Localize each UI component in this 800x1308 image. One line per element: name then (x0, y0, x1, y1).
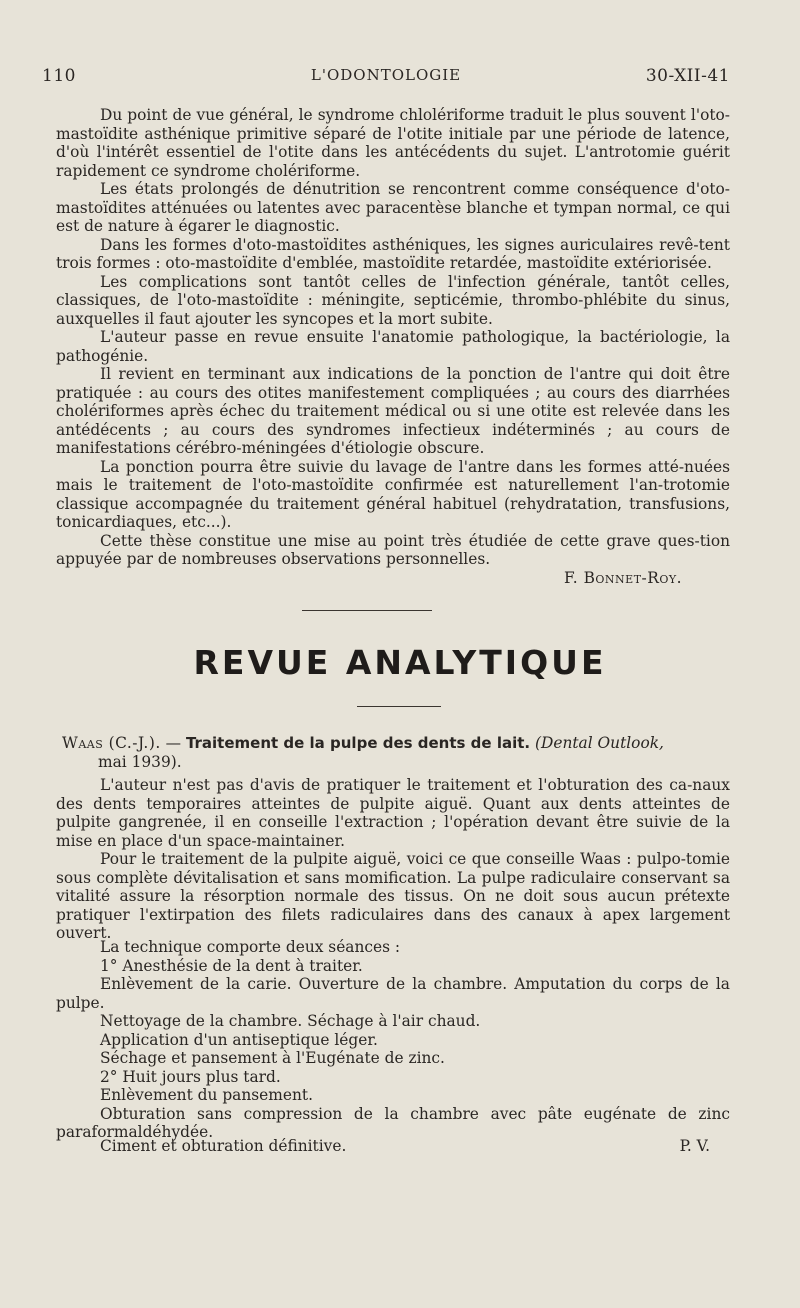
divider-rule (302, 610, 432, 611)
step-line: Séchage et pansement à l'Eugénate de zinc. (100, 1049, 445, 1067)
final-step-text: Ciment et obturation définitive. (100, 1137, 347, 1155)
step-line: Enlèvement de la carie. Ouverture de la chambre. Amputation du corps de la pulpe. (56, 975, 730, 1012)
review-text (56, 106, 730, 587)
journal-title: L'ODONTOLOGIE (310, 66, 462, 84)
step-line: Obturation sans compression de la chambre avec pâte eugénate de zinc paraformaldéhydée. (56, 1104, 730, 1141)
step-line: Nettoyage de la chambre. Séchage à l'air chaud. (100, 1012, 481, 1030)
review-paragraph: Les complications sont tantôt celles de l'infection générale, tantôt celles, classiques, de l'oto-mastoïdite : méningite, septicémie, thrombo-phlébite du sinus, auxquelles il faut ajouter les syncopes et la mort subite. (56, 272, 730, 328)
review-paragraph: La ponction pourra être suivie du lavage de l'antre dans les formes atté-nuées mais le traitement de l'oto-mastoïdite confirmée est naturellement l'an-trotomie classique accompagnée du traitement général habituel (rehydratation, transfusions, tonicardiaques, etc...). (56, 457, 730, 531)
step-line: 2° Huit jours plus tard. (100, 1067, 281, 1086)
step-line: La technique comporte deux séances : (100, 938, 401, 956)
review-paragraph: Les états prolongés de dénutrition se rencontrent comme conséquence d'oto-mastoïdites atténuées ou latentes avec paracentèse blanche et tympan normal, ce qui est de nature à égarer le diagnostic. (56, 180, 730, 235)
running-head (42, 66, 730, 86)
entry-heading (62, 734, 730, 772)
review-paragraph: Dans les formes d'oto-mastoïdites asthéniques, les signes auriculaires revê-tent trois formes : oto-mastoïdite d'emblée, mastoïdite retardée, mastoïdite extériorisée. (56, 235, 730, 272)
section-title: REVUE ANALYTIQUE (193, 643, 607, 682)
entry-dash: — (165, 734, 182, 752)
review-paragraph: Il revient en terminant aux indications de la ponction de l'antre qui doit être pratiquée : au cours des otites manifestement compliquées ; au cours des diarrhées cholériformes après échec du traitement médical ou si une otite est relevée dans les antédécents ; au cours des syndromes infectieux indéterminés ; au cours de manifestations cérébro-méningées d'étiologie obscure. (56, 365, 730, 457)
review-signature: F. Bonnet-Roy. (564, 568, 682, 587)
issue-date: 30-XII-41 (645, 66, 730, 86)
entry-source-date: mai 1939). (98, 753, 182, 771)
entry-author: Waas (C.-J.). (62, 734, 161, 752)
review-paragraph: L'auteur passe en revue ensuite l'anatomie pathologique, la bactériologie, la pathogénie. (56, 328, 730, 365)
step-line: Application d'un antiseptique léger. (100, 1030, 378, 1049)
entry-text (56, 776, 730, 943)
step-line: 1° Anesthésie de la dent à traiter. (100, 956, 363, 975)
step-line: Enlèvement du pansement. (100, 1086, 313, 1104)
entry-paragraph: L'auteur n'est pas d'avis de pratiquer le traitement et l'obturation des ca-naux des dents temporaires atteintes de pulpite aiguë. Quant aux dents atteintes de pulpite gangrenée, il en conseille l'extraction ; l'opération devant être suivie de la mise en place d'un space-maintainer. (56, 776, 730, 850)
entry-source: (Dental Outlook, (535, 734, 664, 752)
review-paragraph: Cette thèse constitue une mise au point très étudiée de cette grave ques-tion appuyée par de nombreuses observations personnelles. (56, 531, 730, 568)
entry-signature: P. V. (679, 1137, 710, 1155)
entry-paragraph: Pour le traitement de la pulpite aiguë, voici ce que conseille Waas : pulpo-tomie sous complète dévitalisation et sans momification. La pulpe radiculaire conservant sa vitalité assure la résorption normale des tissus. On ne doit sous aucun prétexte pratiquer l'extirpation des filets radiculaires dans des canaux à apex largement ouvert. (56, 850, 730, 942)
review-paragraph: Du point de vue général, le syndrome chlolériforme traduit le plus souvent l'oto-mastoïdite asthénique primitive séparé de l'otite initiale par une période de latence, d'où l'intérêt essentiel de l'otite dans les antécédents du sujet. L'antrotomie guérit rapidement ce syndrome cholériforme. (56, 106, 730, 180)
technique-steps (56, 938, 730, 1142)
divider-rule (357, 706, 441, 707)
final-step (100, 1137, 710, 1155)
entry-title: Traitement de la pulpe des dents de lait. (185, 734, 531, 752)
page-number: 110 (42, 66, 76, 86)
